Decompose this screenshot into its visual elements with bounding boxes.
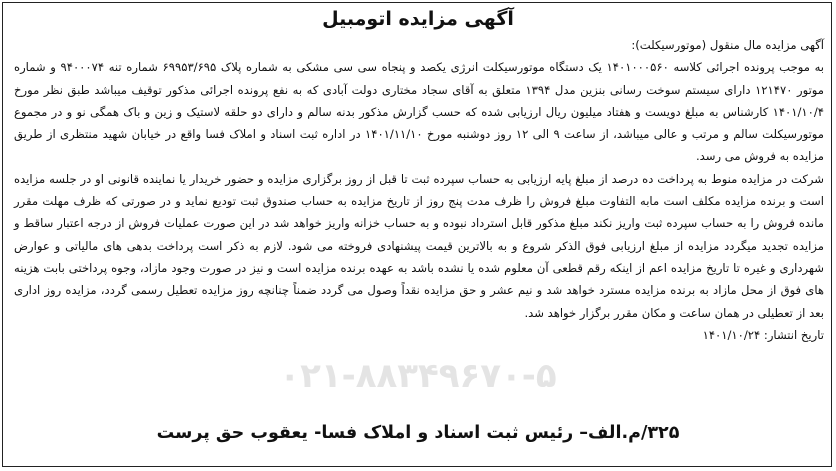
- auction-description-paragraph: به موجب پرونده اجرائی کلاسه ۱۴۰۱۰۰۰۵۶۰ یک دستگاه موتورسیکلت انرژی یکصد و پنجاه سی سی مشکی به شماره پلاک ۶۹۹۵۳/۶۹۵ شماره تنه ۹۴۰۰۰۷۴ و شماره موتور ۱۲۱۴۷۰ دارای سیستم سوخت رسانی بنزین مدل ۱۳۹۴ متعلق به آقای سجاد مختاری دولت آبادی که به نفع پرونده اجرائی مذکور توقیف میباشد طبق نظر مورخ ۱۴۰۱/۱۰/۴ کارشناس به مبلغ دویست و هفتاد میلیون ریال ارزیابی شده که حسب گزارش مذکور بدنه سالم و دارای دو حلقه لاستیک و زین و باک همگی نو و در مجموع موتورسیکلت سالم و مرتب و عالی میباشد، از ساعت ۹ الی ۱۲ روز دوشنبه مورخ ۱۴۰۱/۱۱/۱۰ در اداره ثبت اسناد و املاک فسا واقع در خیابان شهید منتظری از طریق مزایده به فروش می رسد.: [14, 60, 825, 164]
- notice-subtitle: آگهی مزایده مال منقول (موتورسیکلت):: [631, 38, 824, 52]
- notice-body: [14, 34, 824, 346]
- auction-terms-paragraph: شرکت در مزایده منوط به پرداخت ده درصد از مبلغ پایه ارزیابی به حساب سپرده ثبت تا قبل از روز برگزاری مزایده و حضور خریدار یا نماینده قانونی او در جلسه مزایده است و برنده مزایده مکلف است مابه التفاوت مبلغ فروش را ظرف مدت پنج روز از تاریخ مزایده به حساب صندوق ثبت تودیع نماید و در صورتی که ظرف مهلت مقرر مانده فروش را به حساب سپرده ثبت واریز نکند مبلغ مذکور قابل استرداد نبوده و به حساب خزانه واریز خواهد شد در این صورت عملیات فروش از درجه اعتبار ساقط و مزایده تجدید میگردد مزایده از مبلغ ارزیابی فوق الذکر شروع و به بالاترین قیمت پیشنهادی فروخته می شود. لازم به ذکر است پرداخت بدهی های مالیاتی و عوارض شهرداری و غیره تا تاریخ مزایده اعم از اینکه رقم قطعی آن معلوم شده یا نشده باشد به عهده برنده مزایده است و نیز در صورت وجود مازاد، وجوه پرداختی بابت هزینه های فوق از محل مازاد به برنده مزایده مسترد خواهد شد و نیم عشر و حق مزایده نقداً وصول می گردد ضمناً چنانچه روز مزایده تعطیل رسمی گردد، مزایده روز اداری بعد از تعطیلی در همان ساعت و مکان مقرر برگزار خواهد شد.: [14, 171, 824, 320]
- signature-line: ۳۲۵/م.الف– رئیس ثبت اسناد و املاک فسا- یعقوب حق پرست: [156, 423, 680, 443]
- phone-watermark: ۰۲۱-۸۸۳۴۹۶۷۰-۵: [279, 356, 557, 396]
- notice-title: آگهی مزایده اتومبیل: [322, 8, 514, 30]
- publication-date: تاریخ انتشار: ۱۴۰۱/۱۰/۲۴: [702, 327, 824, 342]
